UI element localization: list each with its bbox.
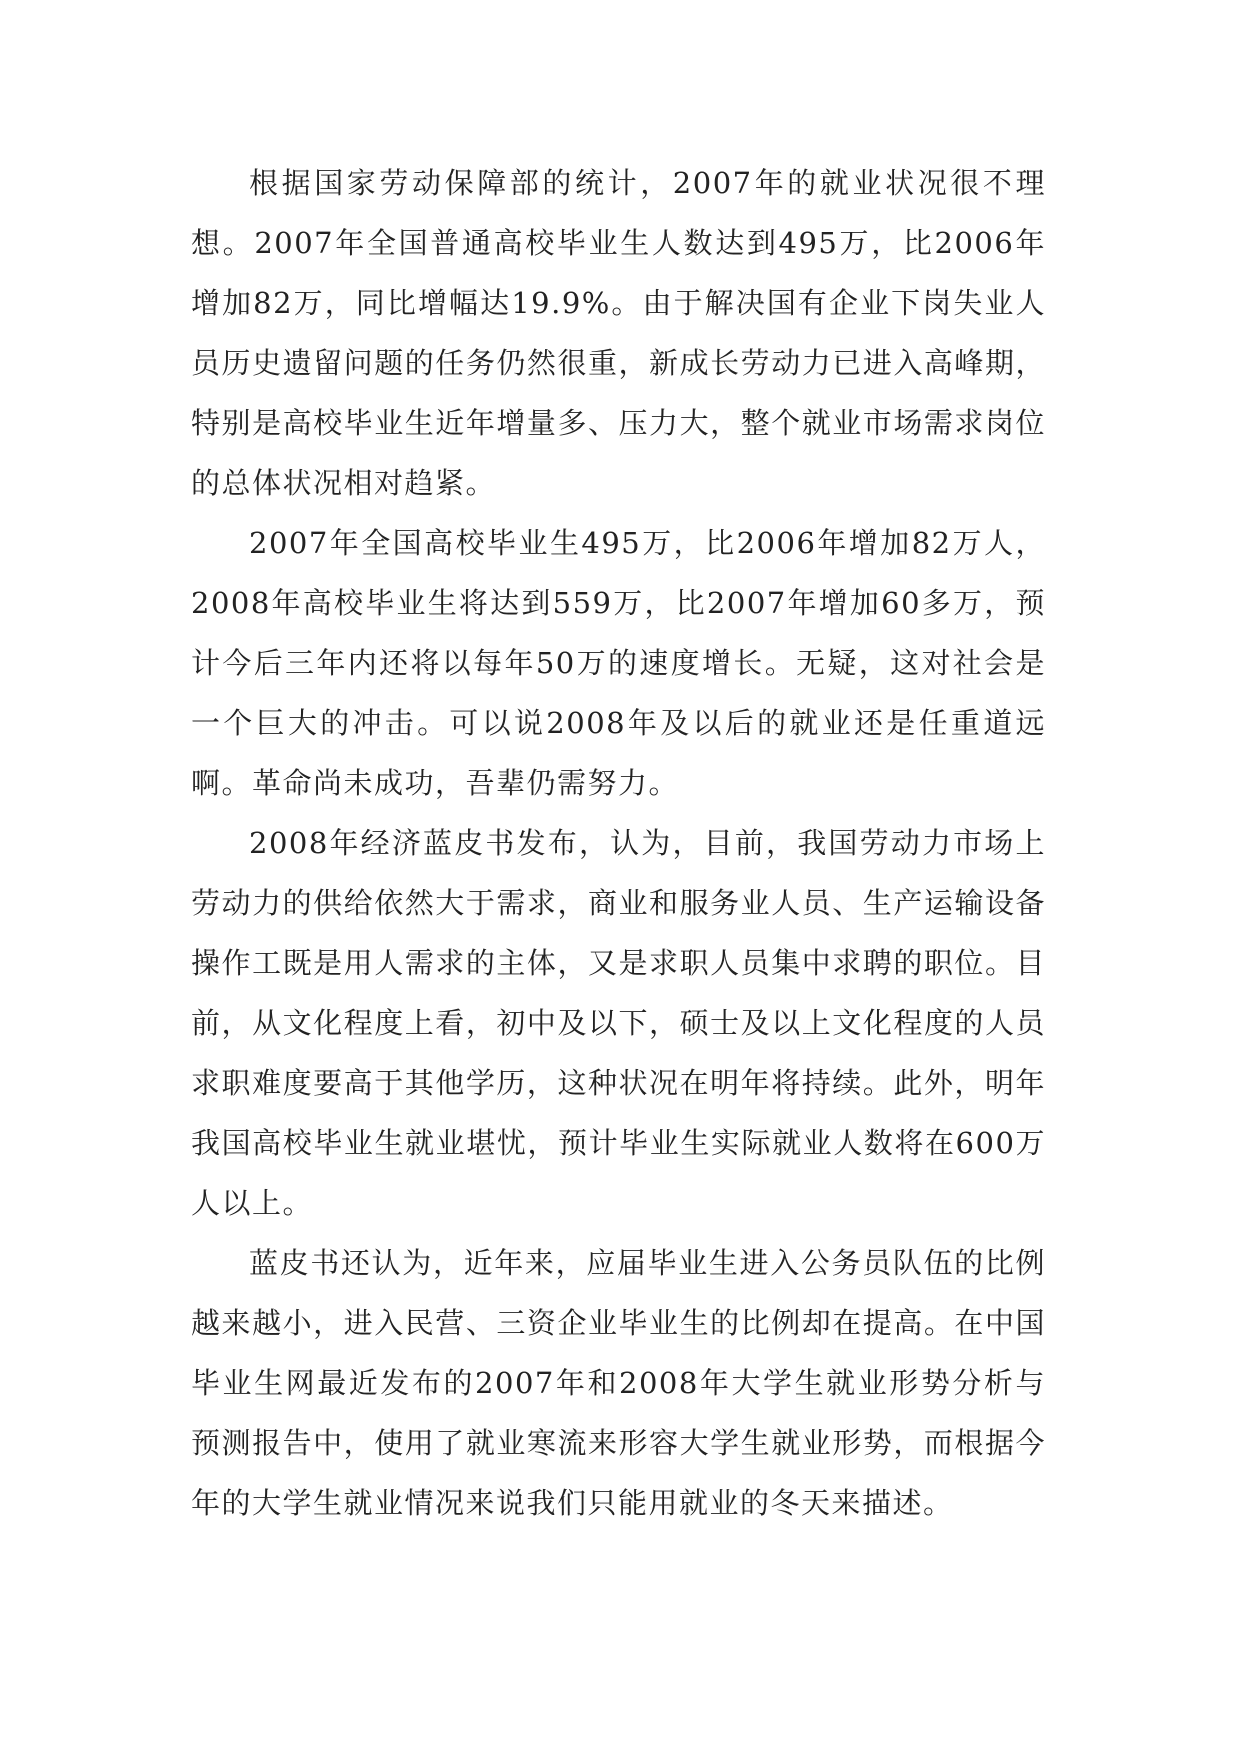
document-body [191, 153, 1046, 1533]
paragraph-2: 2007年全国高校毕业生495万，比2006年增加82万人，2008年高校毕业生将达到559万，比2007年增加60多万，预计今后三年内还将以每年50万的速度增长。无疑，这对社会是一个巨大的冲击。可以说2008年及以后的就业还是任重道远啊。革命尚未成功，吾辈仍需努力。 [191, 526, 1046, 800]
paragraph-4: 蓝皮书还认为，近年来，应届毕业生进入公务员队伍的比例越来越小，进入民营、三资企业毕业生的比例却在提高。在中国毕业生网最近发布的2007年和2008年大学生就业形势分析与预测报告中，使用了就业寒流来形容大学生就业形势，而根据今年的大学生就业情况来说我们只能用就业的冬天来描述。 [191, 1246, 1046, 1520]
paragraph-3: 2008年经济蓝皮书发布，认为，目前，我国劳动力市场上劳动力的供给依然大于需求，商业和服务业人员、生产运输设备操作工既是用人需求的主体，又是求职人员集中求聘的职位。目前，从文化程度上看，初中及以下，硕士及以上文化程度的人员求职难度要高于其他学历，这种状况在明年将持续。此外，明年我国高校毕业生就业堪忧，预计毕业生实际就业人数将在600万人以上。 [191, 826, 1046, 1220]
paragraph-1: 根据国家劳动保障部的统计，2007年的就业状况很不理想。2007年全国普通高校毕业生人数达到495万，比2006年增加82万，同比增幅达19.9%。由于解决国有企业下岗失业人员历史遗留问题的任务仍然很重，新成长劳动力已进入高峰期，特别是高校毕业生近年增量多、压力大，整个就业市场需求岗位的总体状况相对趋紧。 [191, 166, 1046, 500]
